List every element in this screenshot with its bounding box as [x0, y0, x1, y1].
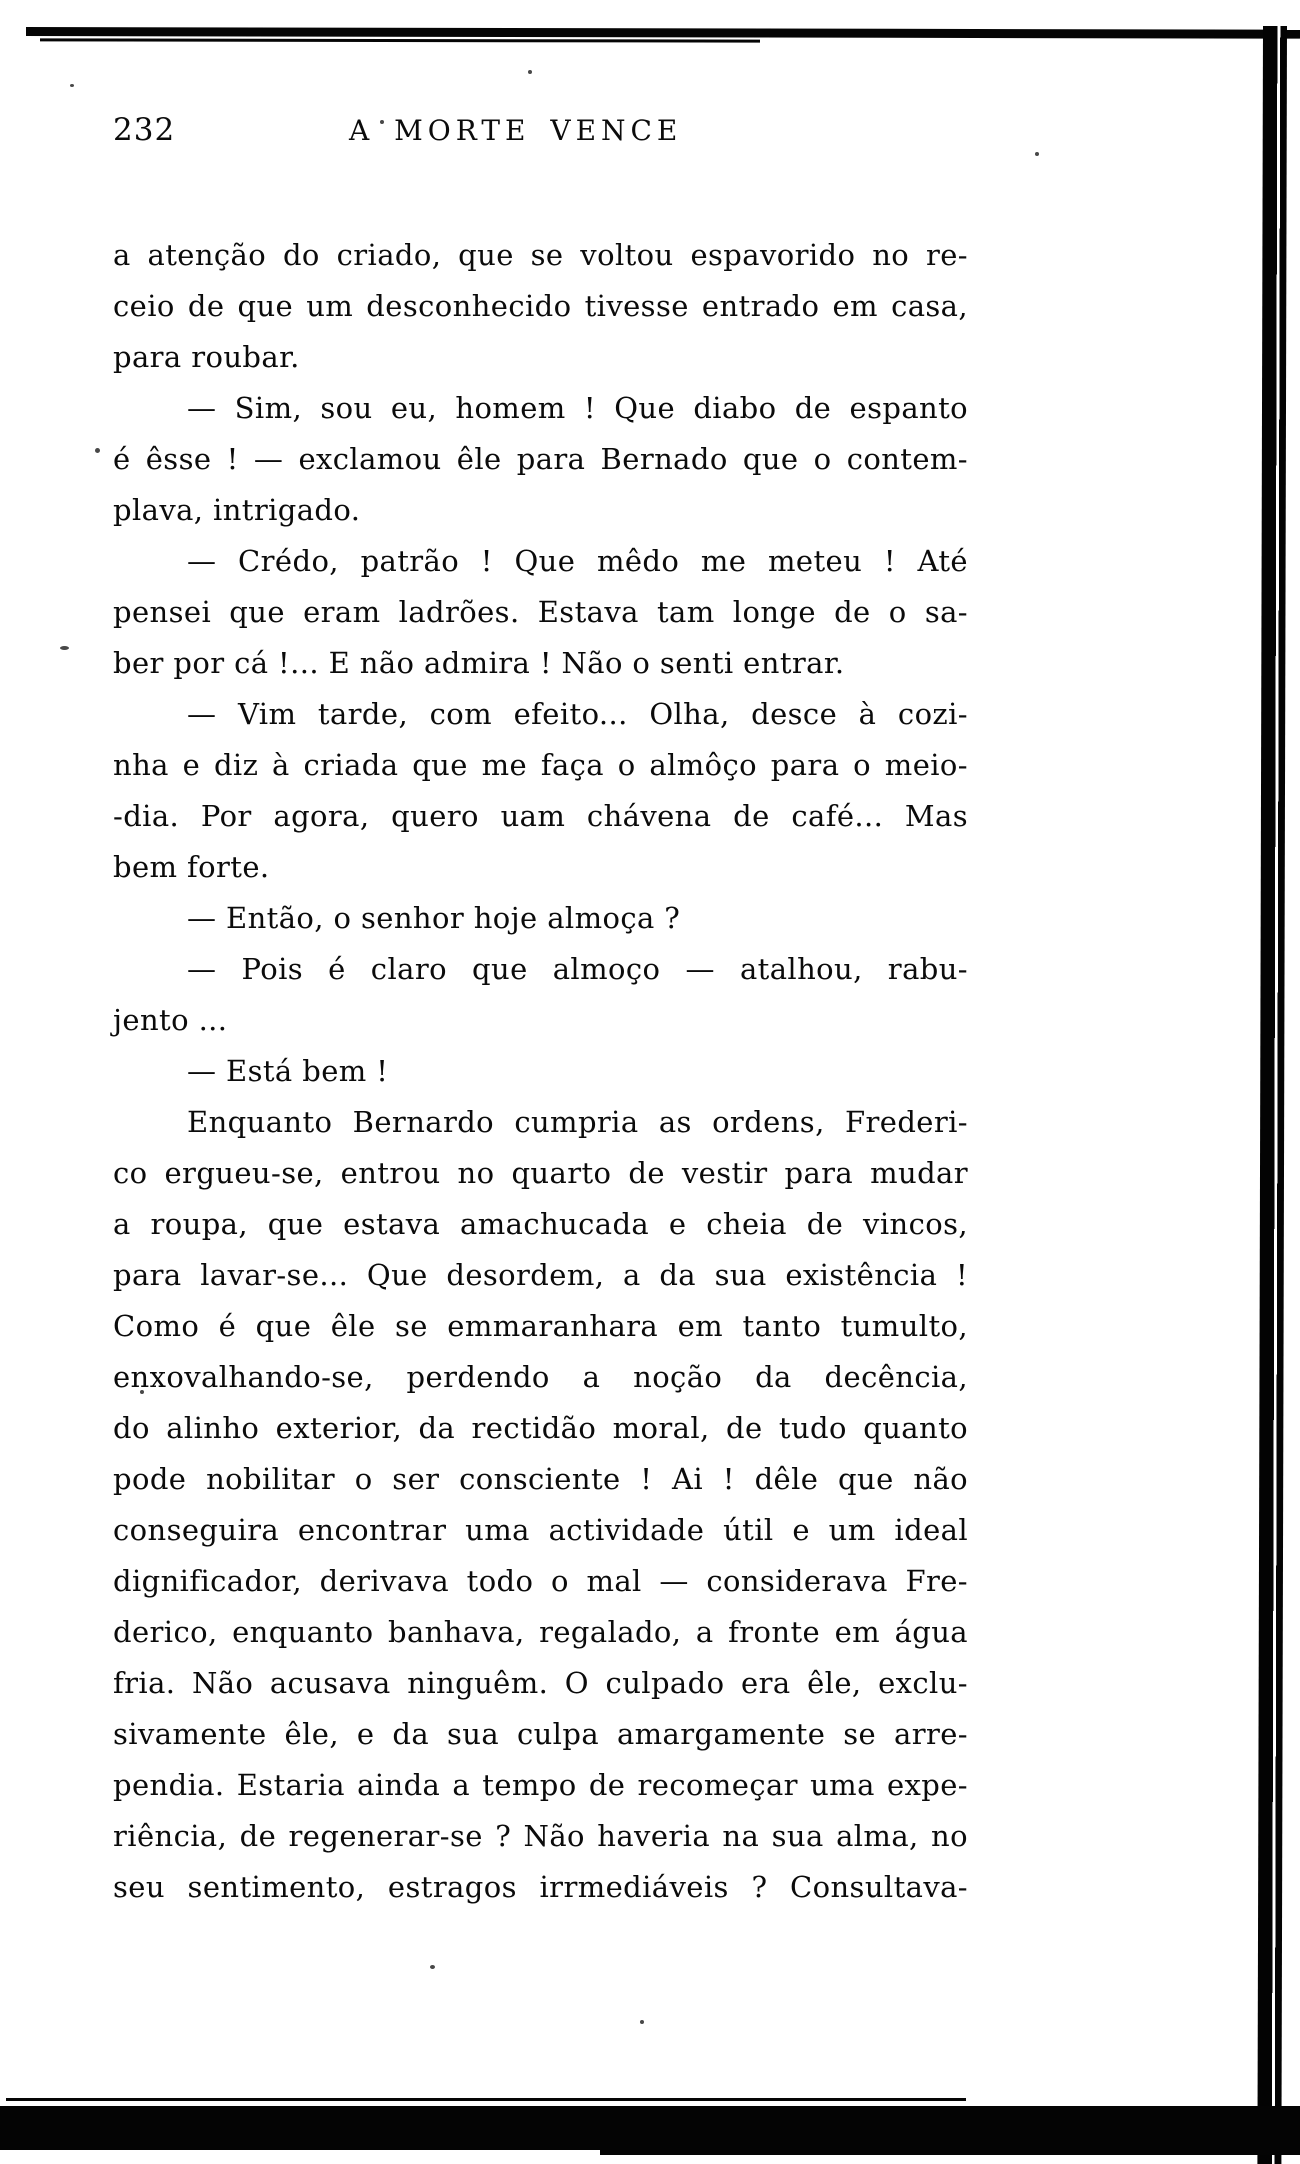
ink-speck: [60, 646, 69, 650]
text-line: para roubar.: [113, 340, 300, 374]
bottom-border-rule-thin: [6, 2098, 966, 2101]
ink-speck: [640, 2020, 644, 2024]
text-line: a atenção do criado, que se voltou espavorido no re-: [113, 238, 968, 272]
text-line: dignificador, derivava todo o mal — considerava Fre-: [113, 1564, 968, 1598]
text-line: ceio de que um desconhecido tivesse entrado em casa,: [113, 289, 968, 323]
text-line: bem forte.: [113, 850, 270, 884]
text-line: seu sentimento, estragos irrmediáveis ? Consultava-: [113, 1870, 968, 1904]
bottom-border-bar: [0, 2106, 1300, 2150]
text-line: para lavar-se... Que desordem, a da sua existência !: [113, 1258, 968, 1292]
text-line: fria. Não acusava ninguêm. O culpado era êle, exclu-: [113, 1666, 968, 1700]
text-line: plava, intrigado.: [113, 493, 361, 527]
text-line: a roupa, que estava amachucada e cheia de vincos,: [113, 1207, 968, 1241]
text-line: do alinho exterior, da rectidão moral, de tudo quanto: [113, 1411, 968, 1445]
running-title: A MORTE VENCE: [349, 114, 683, 147]
text-line: derico, enquanto banhava, regalado, a fronte em água: [113, 1615, 968, 1649]
page-header: [113, 110, 968, 156]
page-number: 232: [113, 112, 176, 148]
text-line: nha e diz à criada que me faça o almôço para o meio-: [113, 748, 968, 782]
ink-speck: [430, 1965, 435, 1969]
top-border-rule-thin: [40, 38, 760, 42]
text-block: [113, 230, 968, 1913]
text-line: — Crédo, patrão ! Que mêdo me meteu ! Até: [187, 544, 968, 578]
ink-speck: [95, 448, 100, 453]
text-line: sivamente êle, e da sua culpa amargamente se arre-: [113, 1717, 968, 1751]
text-line: conseguira encontrar uma actividade útil e um ideal: [113, 1513, 968, 1547]
text-line: — Vim tarde, com efeito... Olha, desce à cozi-: [187, 697, 968, 731]
text-line: co ergueu-se, entrou no quarto de vestir para mudar: [113, 1156, 968, 1190]
text-line: riência, de regenerar-se ? Não haveria na sua alma, no: [113, 1819, 968, 1853]
text-line: pendia. Estaria ainda a tempo de recomeçar uma expe-: [113, 1768, 968, 1802]
text-line: Enquanto Bernardo cumpria as ordens, Frederi-: [187, 1105, 968, 1139]
text-line: — Pois é claro que almoço — atalhou, rabu-: [187, 952, 968, 986]
bottom-border-bar-tail: [600, 2150, 1300, 2155]
text-line: ber por cá !... E não admira ! Não o senti entrar.: [113, 646, 845, 680]
text-line: jento ...: [113, 1003, 228, 1037]
text-line: — Está bem !: [187, 1054, 389, 1088]
text-line: — Sim, sou eu, homem ! Que diabo de espanto: [187, 391, 968, 425]
ink-speck: [70, 84, 74, 87]
top-border-rule: [26, 27, 1300, 39]
text-line: — Então, o senhor hoje almoça ?: [187, 901, 681, 935]
text-line: pensei que eram ladrões. Estava tam longe de o sa-: [113, 595, 968, 629]
text-line: enxovalhando-se, perdendo a noção da decência,: [113, 1360, 968, 1394]
ink-speck: [1035, 152, 1039, 156]
text-line: pode nobilitar o ser consciente ! Ai ! dêle que não: [113, 1462, 968, 1496]
right-border-band: [1257, 26, 1287, 2164]
text-line: -dia. Por agora, quero uam chávena de café... Mas: [113, 799, 968, 833]
text-line: é êsse ! — exclamou êle para Bernado que o contem-: [113, 442, 968, 476]
ink-speck: [528, 70, 532, 74]
text-line: Como é que êle se emmaranhara em tanto tumulto,: [113, 1309, 968, 1343]
